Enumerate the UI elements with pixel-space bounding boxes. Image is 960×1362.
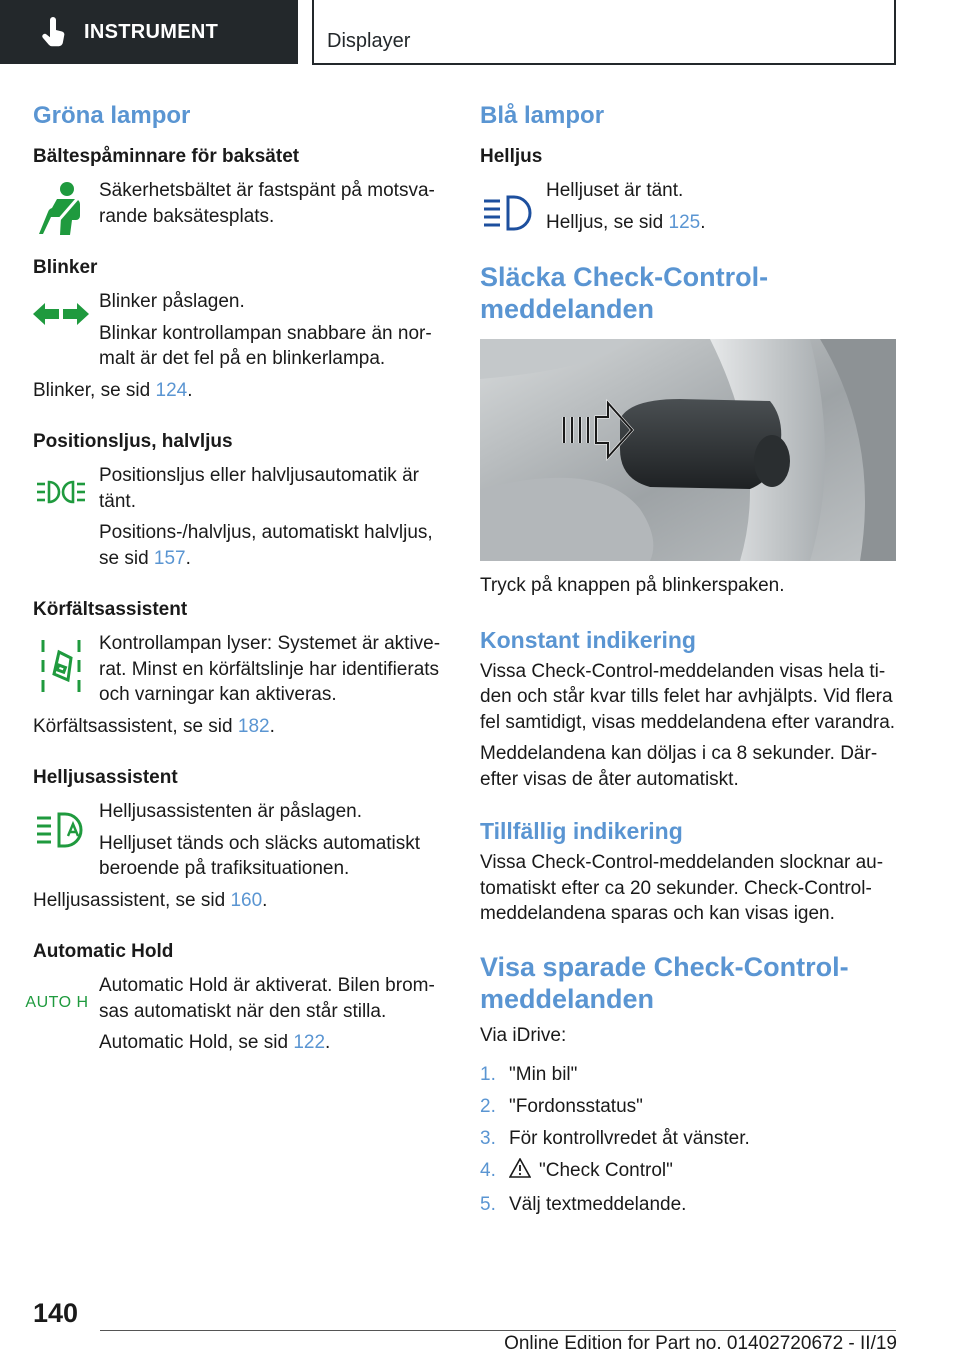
highbeam-assist-heading: Helljusassistent [33, 767, 178, 788]
belt-text: Säkerhetsbältet är fastspänt på motsvarande baksätesplats. [99, 180, 435, 227]
parking-light-icon [33, 467, 89, 517]
high-beam-assist-icon [33, 805, 89, 855]
belt-item [33, 178, 443, 229]
saved-title: Visa sparade Check-Control-meddelanden [480, 951, 849, 1014]
subsection-title: Displayer [327, 30, 411, 52]
blinker-page-link[interactable]: 124 [155, 379, 188, 401]
temporary-text1: Vissa Check-Control-meddelanden slocknar automatiskt efter ca 20 sekunder. Check-Control-meddelandena sparas och kan visas igen. [480, 852, 884, 924]
highbeam-item [480, 178, 896, 235]
autohold-item [25, 973, 443, 1056]
saved-intro: Via iDrive: [480, 1024, 567, 1046]
seatbelt-icon [33, 184, 89, 234]
autohold-text1: Automatic Hold är aktiverat. Bilen bromsas automatiskt när den står stilla. [99, 975, 435, 1022]
step-5: 5. Välj textmeddelande. [480, 1194, 687, 1215]
step-1: 1. "Min bil" [480, 1064, 578, 1085]
position-item [33, 463, 443, 514]
highbeam-heading: Helljus [480, 146, 543, 167]
position-page-link[interactable]: 157 [153, 547, 186, 569]
lane-assist-icon [33, 637, 89, 695]
position-text1: Positionsljus eller halvljusautomatik är tänt. [99, 465, 419, 512]
position-ref: Positions-/halvljus, automatiskt halvljus, se sid 157. [99, 522, 433, 569]
warning-triangle-icon [509, 1158, 531, 1186]
dismiss-title: Släcka Check-Control-meddelanden [480, 262, 769, 324]
constant-text2: Meddelandena kan döljas i ca 8 sekunder. Därefter visas de åter automatiskt. [480, 743, 878, 790]
section-title: INSTRUMENT [84, 20, 219, 43]
lane-page-link[interactable]: 182 [237, 715, 270, 737]
autohold-page-link[interactable]: 122 [293, 1032, 326, 1053]
turn-signal-icon [33, 289, 89, 339]
constant-text1: Vissa Check-Control-meddelanden visas hela tiden och står kvar tills felet har avhjälpts. Vid flera fel samtidigt, visas meddelandena efter varandra. [480, 660, 896, 733]
step-3: 3. För kontrollvredet åt vänster. [480, 1128, 750, 1149]
lane-text1: Kontrollampan lyser: Systemet är aktiverat. Minst en körfältslinje har identifierats och varningar kan aktiveras. [99, 633, 441, 705]
step-2: 2. "Fordonsstatus" [480, 1096, 643, 1117]
highbeam-page-link[interactable]: 125 [668, 211, 701, 233]
highbeam-assist-page-link[interactable]: 160 [230, 889, 263, 911]
position-heading: Positionsljus, halvljus [33, 431, 233, 452]
section-tab [0, 0, 298, 64]
highbeam-assist-item [33, 799, 443, 882]
blue-lamps-title: Blå lampor [480, 102, 605, 129]
highbeam-assist-text2: Helljuset tänds och släcks automatiskt beroende på trafiksituationen. [99, 832, 421, 879]
high-beam-icon [480, 188, 536, 238]
green-lamps-title: Gröna lampor [33, 102, 191, 129]
footer-divider [100, 1330, 896, 1331]
blinker-item [33, 289, 443, 372]
highbeam-assist-text1: Helljusassistenten är påslagen. [99, 801, 362, 822]
highbeam-assist-ref: Helljusassistent, se sid 160. [33, 889, 268, 911]
step-4: 4. "Check Control" [480, 1158, 896, 1186]
right-column [480, 100, 896, 1224]
highbeam-text1: Helljuset är tänt. [546, 180, 684, 201]
subsection-header [312, 0, 896, 65]
highbeam-ref: Helljus, se sid 125. [546, 211, 706, 233]
blinker-text2: Blinkar kontrollampan snabbare än normalt är det fel på en blinkerlampa. [99, 322, 432, 369]
saved-steps [480, 1062, 896, 1218]
page-number: 140 [33, 1298, 79, 1328]
temporary-heading: Tillfällig indikering [480, 818, 683, 844]
lane-heading: Körfältsassistent [33, 599, 188, 620]
blinker-text1: Blinker påslagen. [99, 291, 245, 312]
turn-signal-lever-photo [480, 339, 896, 561]
footer-edition: Online Edition for Part no. 01402720672 - II/19 [504, 1333, 897, 1354]
autohold-ref: Automatic Hold, se sid 122. [99, 1032, 331, 1053]
lane-ref: Körfältsassistent, se sid 182. [33, 715, 275, 737]
belt-heading: Bältespåminnare för baksätet [33, 146, 300, 167]
hand-pointer-icon [38, 15, 72, 49]
blinker-ref: Blinker, se sid 124. [33, 379, 193, 401]
lane-item [33, 631, 443, 708]
autohold-heading: Automatic Hold [33, 941, 174, 962]
left-column [25, 100, 443, 1062]
photo-caption: Tryck på knappen på blinkerspaken. [480, 575, 785, 596]
blinker-heading: Blinker [33, 257, 98, 278]
auto-hold-icon: AUTO H [25, 994, 89, 1011]
constant-heading: Konstant indikering [480, 626, 696, 653]
